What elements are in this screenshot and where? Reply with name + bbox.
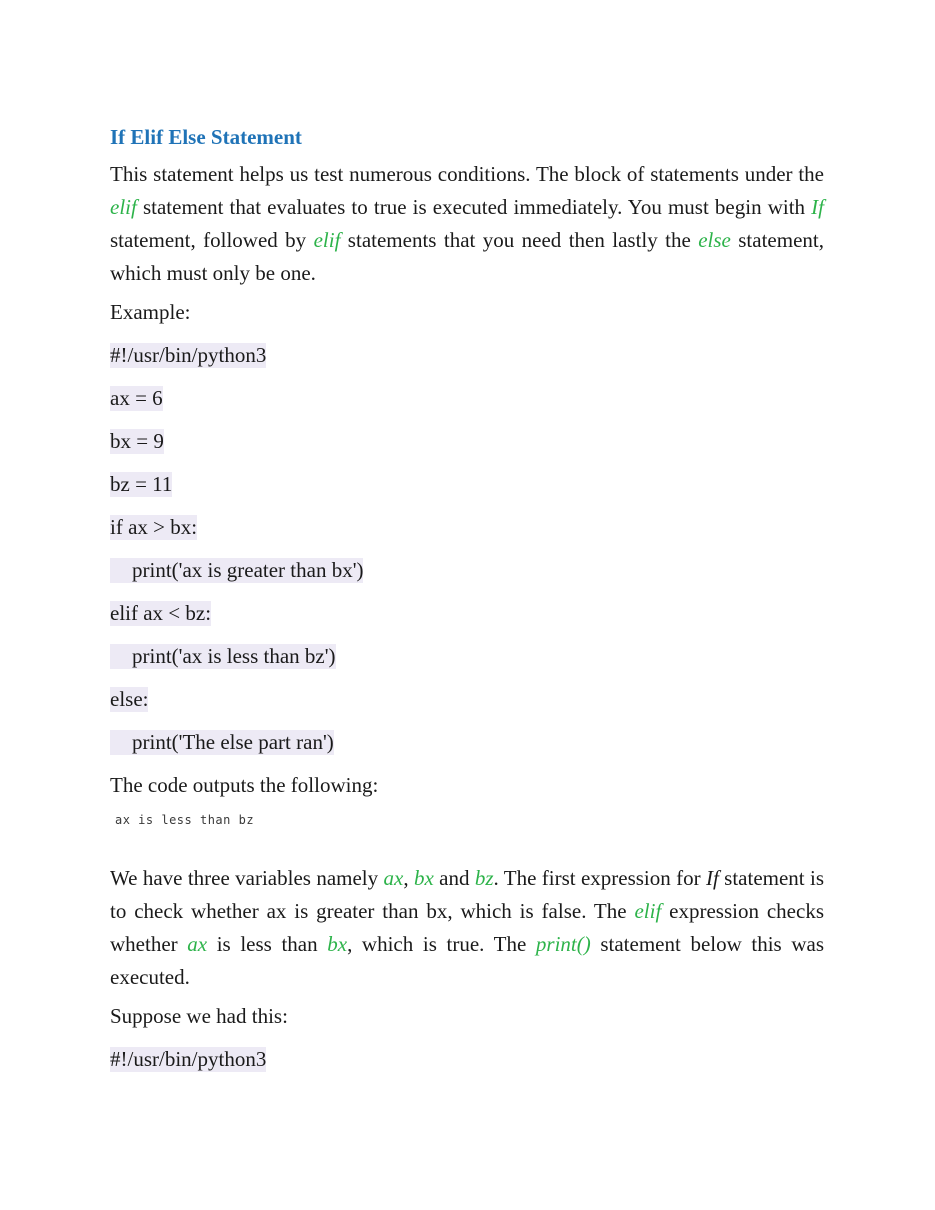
console-output: ax is less than bz: [115, 813, 255, 827]
explanation-text: statement is to check whether ax is greater than bx, which is false. The: [110, 866, 825, 923]
outputs-label: The code outputs the following:: [110, 773, 379, 797]
explanation-text: ,: [403, 866, 414, 890]
suppose-label: Suppose we had this:: [110, 1004, 288, 1028]
code-line: [110, 687, 824, 712]
code-indented-block: [110, 730, 334, 755]
code-text: print('ax is greater than bx'): [132, 558, 364, 582]
keyword-elif: elif: [634, 899, 662, 923]
explanation-text: . The first expression for: [493, 866, 706, 890]
example-label: Example:: [110, 300, 191, 324]
explanation-text: We have three variables namely: [110, 866, 384, 890]
intro-text: statement, which must only be one.: [110, 228, 824, 285]
intro-paragraph: [110, 158, 824, 290]
explanation-text: , which is true. The: [347, 932, 536, 956]
code-text: if ax > bx:: [110, 515, 198, 539]
code-line: [110, 1047, 824, 1072]
keyword-print: print(): [535, 932, 591, 956]
section-heading: If Elif Else Statement: [110, 125, 302, 149]
code-text: print('The else part ran'): [132, 730, 334, 754]
code-line-indented: [110, 558, 824, 583]
code-line: [110, 429, 824, 454]
explanation-text: expression checks whether: [110, 899, 825, 956]
keyword-bz: bz: [474, 866, 494, 890]
code-text: bz = 11: [110, 472, 173, 496]
code-indented-block: [110, 644, 336, 669]
code-text: #!/usr/bin/python3: [110, 343, 267, 367]
code-text: #!/usr/bin/python3: [110, 1047, 267, 1071]
explanation-text: is less than: [207, 932, 328, 956]
intro-text: statements that you need then lastly the: [340, 228, 699, 252]
code-line: [110, 515, 824, 540]
keyword-elif: elif: [110, 195, 137, 219]
code-line-indented: [110, 730, 824, 755]
intro-text: This statement helps us test numerous conditions. The block of statements under the: [110, 162, 824, 186]
keyword-bx: bx: [327, 932, 348, 956]
code-text: else:: [110, 687, 149, 711]
keyword-if: If: [811, 195, 824, 219]
intro-text: statement, followed by: [110, 228, 314, 252]
code-text: print('ax is less than bz'): [132, 644, 336, 668]
document-page: [110, 122, 824, 1090]
keyword-elif: elif: [313, 228, 341, 252]
code-line: [110, 472, 824, 497]
explanation-paragraph: [110, 862, 824, 994]
code-indented-block: [110, 558, 363, 583]
code-text: elif ax < bz:: [110, 601, 212, 625]
explanation-text: statement below this was executed.: [110, 932, 825, 989]
intro-text: statement that evaluates to true is executed immediately. You must begin with: [136, 195, 812, 219]
code-text: ax = 6: [110, 386, 163, 410]
explanation-text: and: [433, 866, 475, 890]
code-line: [110, 601, 824, 626]
keyword-else: else: [698, 228, 731, 252]
code-line-indented: [110, 644, 824, 669]
keyword-bx: bx: [413, 866, 434, 890]
keyword-ax: ax: [187, 932, 208, 956]
keyword-ax: ax: [383, 866, 404, 890]
italic-if: If: [705, 866, 719, 890]
code-line: [110, 386, 824, 411]
code-line: [110, 343, 824, 368]
code-text: bx = 9: [110, 429, 164, 453]
